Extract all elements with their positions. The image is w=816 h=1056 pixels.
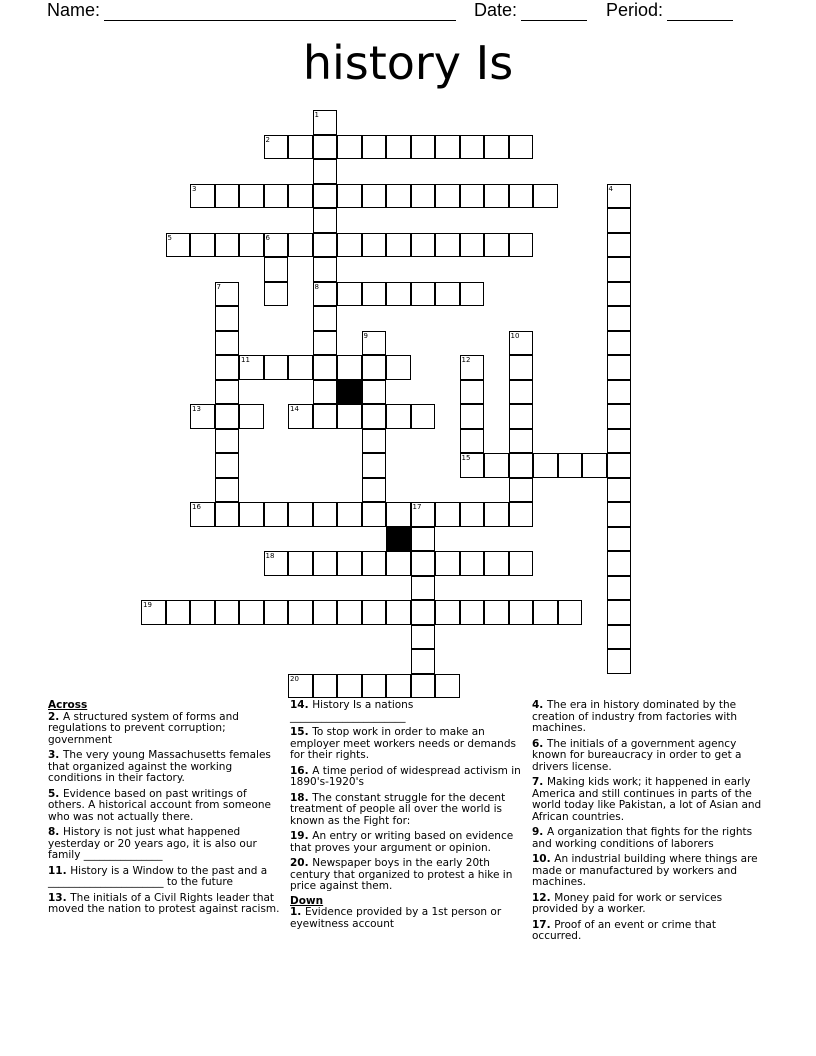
grid-cell[interactable] (166, 233, 191, 258)
grid-cell[interactable] (509, 184, 534, 209)
grid-cell[interactable] (264, 355, 289, 380)
across-clue (48, 750, 280, 785)
grid-cell[interactable] (288, 674, 313, 699)
grid-cell[interactable] (362, 478, 387, 503)
grid-cell[interactable] (607, 282, 632, 307)
grid-cell[interactable] (435, 551, 460, 576)
grid-cell[interactable] (386, 551, 411, 576)
clue-num: 17. (532, 918, 555, 931)
grid-cell[interactable] (215, 453, 240, 478)
grid-cell[interactable] (288, 184, 313, 209)
across-clue (290, 766, 522, 789)
grid-cell[interactable] (484, 135, 509, 160)
grid-cell[interactable] (362, 233, 387, 258)
clue-num: 13. (48, 891, 71, 904)
grid-cell[interactable] (362, 355, 387, 380)
grid-cell[interactable] (607, 404, 632, 429)
grid-cell[interactable] (215, 600, 240, 625)
down-clue (532, 739, 768, 774)
clue-num: 7. (532, 776, 547, 788)
down-clue (290, 907, 522, 930)
grid-cell[interactable] (313, 135, 338, 160)
grid-cell[interactable] (362, 380, 387, 405)
grid-cell[interactable] (215, 233, 240, 258)
grid-cell[interactable] (460, 404, 485, 429)
clues-column-2 (290, 700, 522, 934)
grid-cell[interactable] (337, 600, 362, 625)
grid-cell[interactable] (607, 331, 632, 356)
clue-num: 1. (290, 906, 305, 918)
grid-cell[interactable] (386, 600, 411, 625)
grid-cell[interactable] (607, 649, 632, 674)
grid-cell[interactable] (509, 600, 534, 625)
grid-cell[interactable] (411, 674, 436, 699)
grid-cell[interactable] (313, 502, 338, 527)
clue-number: 11 (241, 356, 250, 364)
clue-number: 6 (265, 233, 270, 242)
grid-cell[interactable] (558, 453, 583, 478)
name-label: Name: (47, 0, 101, 20)
across-clue (48, 893, 280, 916)
clue-num: 2. (48, 710, 63, 723)
clue-num: 8. (48, 826, 63, 838)
clue-number: 4 (608, 184, 613, 193)
grid-cell[interactable] (313, 600, 338, 625)
across-heading: Across (48, 699, 88, 711)
across-clue-list-b (290, 700, 522, 893)
grid-cell[interactable] (215, 184, 240, 209)
grid-cell[interactable] (460, 135, 485, 160)
grid-cell[interactable] (313, 159, 338, 184)
grid-cell[interactable] (435, 502, 460, 527)
clue-text: Money paid for work or services provided by a worker. (532, 891, 723, 915)
grid-cell[interactable] (607, 502, 632, 527)
grid-cell[interactable] (362, 184, 387, 209)
grid-cell[interactable] (239, 404, 264, 429)
grid-cell[interactable] (190, 502, 215, 527)
grid-cell[interactable] (435, 600, 460, 625)
grid-cell[interactable] (239, 600, 264, 625)
grid-cell[interactable] (313, 404, 338, 429)
clue-text: The constant struggle for the decent treatment of people all over the world is known as the Fight for: (290, 791, 506, 827)
grid-cell[interactable] (435, 184, 460, 209)
clue-text: History is not just what happened yesterday or 20 years ago, it is also our family _______________ (48, 826, 257, 861)
grid-cell[interactable] (386, 233, 411, 258)
clue-text: History Is a nations ______________________ (290, 699, 414, 723)
grid-cell[interactable] (460, 184, 485, 209)
grid-cell[interactable] (264, 135, 289, 160)
grid-cell[interactable] (558, 600, 583, 625)
grid-cell[interactable] (288, 355, 313, 380)
grid-cell[interactable] (509, 135, 534, 160)
grid-cell[interactable] (313, 331, 338, 356)
grid-cell[interactable] (607, 208, 632, 233)
across-clue-list-a (48, 712, 280, 916)
grid-cell[interactable] (509, 331, 534, 356)
clue-num: 5. (48, 787, 63, 800)
across-clue (290, 700, 522, 723)
across-clue (290, 858, 522, 893)
clue-text: A organization that fights for the rights and working conditions of laborers (532, 826, 753, 850)
grid-cell[interactable] (411, 184, 436, 209)
grid-cell[interactable] (215, 282, 240, 307)
grid-cell[interactable] (607, 453, 632, 478)
grid-cell[interactable] (509, 453, 534, 478)
grid-cell[interactable] (313, 110, 338, 135)
grid-cell[interactable] (386, 355, 411, 380)
grid-cell[interactable] (362, 600, 387, 625)
grid-cell[interactable] (509, 429, 534, 454)
grid-cell[interactable] (362, 502, 387, 527)
grid-cell[interactable] (460, 380, 485, 405)
grid-cell[interactable] (264, 600, 289, 625)
grid-cell[interactable] (607, 527, 632, 552)
grid-cell[interactable] (411, 625, 436, 650)
down-clue (532, 700, 768, 735)
clue-text: A structured system of forms and regulations to prevent corruption; government (48, 710, 239, 746)
clue-text: History is a Window to the past and a ______________________ to the future (48, 864, 268, 888)
grid-cell[interactable] (460, 282, 485, 307)
grid-cell[interactable] (288, 502, 313, 527)
grid-cell[interactable] (509, 502, 534, 527)
across-clue (48, 789, 280, 824)
date-label: Date: (474, 0, 518, 20)
down-clue-list-b (532, 700, 768, 943)
grid-cell[interactable] (362, 282, 387, 307)
grid-cell[interactable] (484, 453, 509, 478)
grid-cell[interactable] (435, 135, 460, 160)
grid-cell[interactable] (509, 478, 534, 503)
down-clue-list-a (290, 907, 522, 930)
down-clue (532, 920, 768, 943)
clue-number: 17 (412, 503, 422, 511)
grid-cell[interactable] (362, 674, 387, 699)
grid-cell[interactable] (509, 404, 534, 429)
grid-cell[interactable] (386, 404, 411, 429)
grid-cell[interactable] (239, 184, 264, 209)
grid-cell[interactable] (484, 502, 509, 527)
grid-cell[interactable] (239, 233, 264, 258)
grid-cell[interactable] (337, 135, 362, 160)
across-clue (290, 831, 522, 854)
grid-cell[interactable] (484, 184, 509, 209)
grid-cell[interactable] (264, 282, 289, 307)
clues-column-1 (48, 700, 280, 920)
grid-cell[interactable] (288, 233, 313, 258)
clue-num: 16. (290, 764, 313, 777)
clue-num: 10. (532, 853, 555, 865)
grid-cell[interactable] (288, 135, 313, 160)
grid-cell[interactable] (215, 306, 240, 331)
clue-number: 14 (290, 405, 299, 413)
clue-num: 6. (532, 737, 547, 750)
grid-cell[interactable] (264, 551, 289, 576)
clue-text: The era in history dominated by the creation of industry from factories with machines. (532, 699, 738, 734)
grid-cell[interactable] (386, 674, 411, 699)
grid-cell[interactable] (411, 502, 436, 527)
clue-num: 9. (532, 826, 547, 838)
grid-cell[interactable] (313, 380, 338, 405)
grid-cell[interactable] (362, 453, 387, 478)
clue-number: 8 (314, 282, 319, 291)
grid-cell[interactable] (460, 355, 485, 380)
grid-cell[interactable] (215, 355, 240, 380)
grid-cell[interactable] (313, 257, 338, 282)
grid-cell[interactable] (533, 600, 558, 625)
grid-cell[interactable] (435, 674, 460, 699)
clue-text: The initials of a government agency known for bureaucracy in order to get a drivers license. (532, 737, 742, 773)
clue-number: 9 (363, 331, 368, 340)
grid-cell[interactable] (411, 135, 436, 160)
grid-cell[interactable] (460, 453, 485, 478)
clue-num: 19. (290, 830, 313, 842)
grid-cell[interactable] (460, 551, 485, 576)
clue-text: To stop work in order to make an employer meet workers needs or demands for their rights. (290, 726, 516, 761)
clue-number: 2 (265, 135, 270, 144)
clue-number: 5 (167, 233, 172, 242)
grid-cell[interactable] (411, 576, 436, 601)
clue-number: 1 (314, 111, 319, 119)
clue-num: 12. (532, 891, 555, 904)
grid-cell[interactable] (337, 551, 362, 576)
grid-cell[interactable] (362, 404, 387, 429)
clue-number: 7 (216, 282, 221, 291)
grid-cell[interactable] (533, 184, 558, 209)
grid-cell[interactable] (411, 233, 436, 258)
grid-cell[interactable] (215, 404, 240, 429)
grid-cell[interactable] (362, 135, 387, 160)
grid-cell[interactable] (264, 502, 289, 527)
grid-cell[interactable] (411, 404, 436, 429)
grid-cell[interactable] (313, 233, 338, 258)
grid-cell[interactable] (484, 600, 509, 625)
grid-cell[interactable] (337, 282, 362, 307)
clues-column-3 (532, 700, 768, 947)
clue-text: Making kids work; it happened in early America and still continues in parts of the world today like Pakistan, a lot of Asian and African countries. (532, 776, 762, 823)
clue-num: 3. (48, 749, 63, 761)
grid-cell[interactable] (484, 551, 509, 576)
clue-num: 14. (290, 699, 313, 711)
clue-text: An entry or writing based on evidence that proves your argument or opinion. (290, 830, 514, 854)
down-clue (532, 893, 768, 916)
down-clue (532, 854, 768, 889)
clue-number: 3 (192, 184, 197, 193)
clue-number: 20 (290, 674, 299, 683)
grid-cell[interactable] (337, 355, 362, 380)
clue-num: 4. (532, 699, 547, 711)
clue-text: Evidence provided by a 1st person or eyewitness account (290, 906, 502, 930)
grid-cell[interactable] (362, 429, 387, 454)
grid-cell[interactable] (607, 233, 632, 258)
puzzle-title: history Is (302, 36, 514, 90)
grid-cell[interactable] (190, 184, 215, 209)
grid-cell[interactable] (607, 380, 632, 405)
grid-cell[interactable] (264, 233, 289, 258)
grid-cell[interactable] (607, 600, 632, 625)
clue-number: 10 (510, 331, 520, 340)
across-clue (48, 866, 280, 889)
grid-cell[interactable] (607, 306, 632, 331)
grid-cell[interactable] (582, 453, 607, 478)
grid-cell[interactable] (264, 257, 289, 282)
grid-cell[interactable] (386, 184, 411, 209)
grid-cell[interactable] (386, 502, 411, 527)
grid-cell[interactable] (190, 404, 215, 429)
clue-number: 15 (461, 454, 471, 462)
grid-cell[interactable] (215, 429, 240, 454)
grid-cell[interactable] (435, 282, 460, 307)
grid-cell[interactable] (337, 404, 362, 429)
grid-cell[interactable] (313, 306, 338, 331)
grid-cell[interactable] (411, 649, 436, 674)
grid-cell[interactable] (337, 184, 362, 209)
black-square (337, 380, 362, 405)
grid-cell[interactable] (166, 600, 191, 625)
grid-cell[interactable] (607, 429, 632, 454)
grid-cell[interactable] (215, 380, 240, 405)
grid-cell[interactable] (607, 625, 632, 650)
grid-cell[interactable] (362, 551, 387, 576)
clue-number: 18 (265, 552, 275, 560)
clue-number: 12 (461, 356, 471, 364)
period-label: Period: (606, 0, 664, 20)
grid-cell[interactable] (607, 551, 632, 576)
clue-text: Proof of an event or crime that occurred. (532, 918, 716, 942)
grid-cell[interactable] (313, 551, 338, 576)
grid-cell[interactable] (386, 282, 411, 307)
grid-cell[interactable] (411, 551, 436, 576)
grid-cell[interactable] (411, 600, 436, 625)
grid-cell[interactable] (509, 355, 534, 380)
black-square (386, 527, 411, 552)
grid-cell[interactable] (313, 208, 338, 233)
grid-cell[interactable] (607, 184, 632, 209)
clue-number: 19 (143, 601, 152, 609)
clue-num: 20. (290, 857, 313, 869)
clue-text: The initials of a Civil Rights leader that moved the nation to protest against racism. (48, 891, 280, 915)
grid-cell[interactable] (460, 429, 485, 454)
grid-cell[interactable] (607, 257, 632, 282)
down-clue (532, 827, 768, 850)
grid-cell[interactable] (509, 551, 534, 576)
clue-text: Newspaper boys in the early 20th century that organized to protest a hike in price against them. (290, 857, 513, 892)
grid-cell[interactable] (337, 502, 362, 527)
grid-cell[interactable] (607, 576, 632, 601)
grid-cell[interactable] (141, 600, 166, 625)
clue-num: 11. (48, 864, 71, 877)
grid-cell[interactable] (509, 233, 534, 258)
grid-cell[interactable] (190, 233, 215, 258)
clue-text: Evidence based on past writings of others. A historical account from someone who was not actually there. (48, 787, 271, 823)
grid-cell[interactable] (313, 282, 338, 307)
grid-cell[interactable] (239, 355, 264, 380)
clue-number: 16 (192, 503, 201, 511)
clue-number: 13 (192, 405, 201, 413)
grid-cell[interactable] (362, 331, 387, 356)
grid-cell[interactable] (607, 478, 632, 503)
grid-cell[interactable] (509, 380, 534, 405)
grid-cell[interactable] (264, 184, 289, 209)
grid-cell[interactable] (337, 674, 362, 699)
grid-cell[interactable] (386, 135, 411, 160)
grid-cell[interactable] (484, 233, 509, 258)
down-heading: Down (290, 894, 324, 907)
grid-cell[interactable] (239, 502, 264, 527)
clue-num: 15. (290, 726, 313, 738)
clue-text: A time period of widespread activism in 1890's-1920's (290, 764, 521, 788)
grid-cell[interactable] (215, 478, 240, 503)
grid-cell[interactable] (411, 527, 436, 552)
grid-cell[interactable] (607, 355, 632, 380)
grid-cell[interactable] (435, 233, 460, 258)
grid-cell[interactable] (288, 551, 313, 576)
down-clue (532, 777, 768, 823)
grid-cell[interactable] (313, 355, 338, 380)
grid-cell[interactable] (460, 600, 485, 625)
grid-cell[interactable] (190, 600, 215, 625)
across-clue (290, 793, 522, 828)
across-clue (48, 827, 280, 862)
grid-cell[interactable] (337, 233, 362, 258)
grid-cell[interactable] (288, 404, 313, 429)
across-clue (290, 727, 522, 762)
grid-cell[interactable] (313, 674, 338, 699)
grid-cell[interactable] (533, 453, 558, 478)
grid-cell[interactable] (288, 600, 313, 625)
clue-text: An industrial building where things are made or manufactured by workers and machines. (532, 853, 758, 888)
grid-cell[interactable] (411, 282, 436, 307)
grid-cell[interactable] (460, 233, 485, 258)
grid-cell[interactable] (460, 502, 485, 527)
grid-cell[interactable] (215, 331, 240, 356)
across-clue (48, 712, 280, 747)
clue-text: The very young Massachusetts females that organized against the working conditions in their factory. (48, 749, 271, 784)
grid-cell[interactable] (215, 502, 240, 527)
clue-num: 18. (290, 791, 313, 804)
grid-cell[interactable] (313, 184, 338, 209)
